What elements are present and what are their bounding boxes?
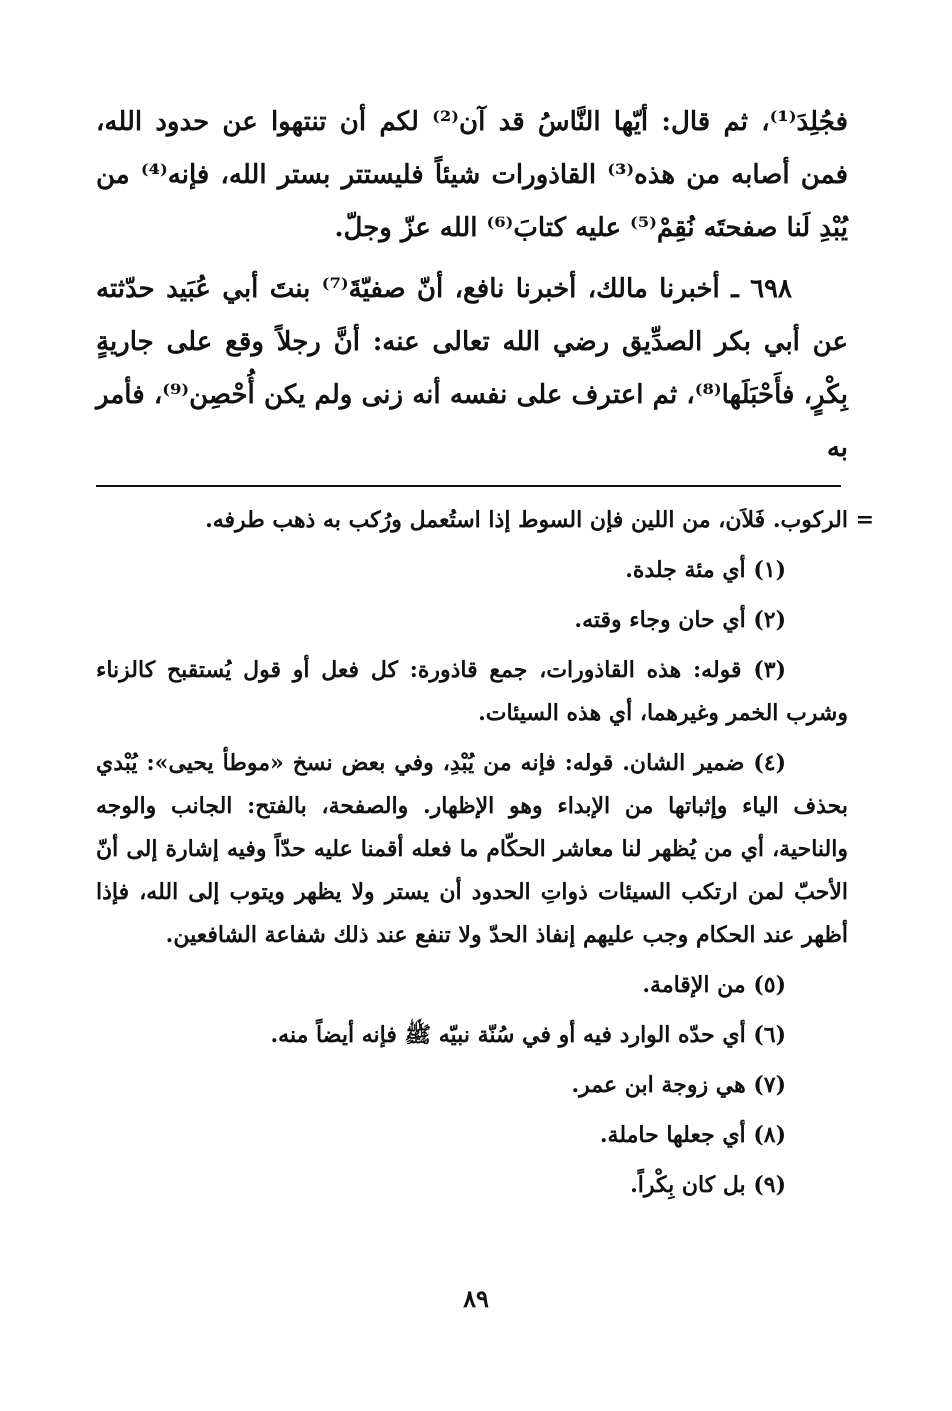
main-paragraph-698: ٦٩٨ ـ أخبرنا مالك، أخبرنا نافع، أنّ صفيّةَ⁽⁷⁾ بنتَ أبي عُبَيد حدّثته عن أبي بكر الصدِّيق رضي الله تعالى عنه: أنَّ رجلاً وقع على جاريةٍ بِكْرٍ، فأَحْبَلَها⁽⁸⁾، ثم اعترف على نفسه أنه زنى ولم يكن أُحْصِن⁽⁹⁾، فأمر به (96, 274, 848, 463)
footnote-continuation (96, 499, 874, 542)
footnote-continuation-text: الركوب. فَلاَن، من اللين فإن السوط إذا استُعمل ورُكب به ذهب طرفه. (205, 507, 848, 533)
footnote-2: (٢) أي حان وجاء وقته. (574, 607, 786, 633)
continuation-marker: = (855, 507, 874, 533)
main-paragraph-1: فجُلِدَ⁽¹⁾، ثم قال: أيّها النَّاسُ قد آن⁽²⁾ لكم أن تنتهوا عن حدود الله، فمن أصابه من هذه⁽³⁾ القاذورات شيئاً فليستتر بستر الله، فإنه⁽⁴⁾ من يُبْدِ لَنا صفحتَه نُقِمْ⁽⁵⁾ عليه كتابَ⁽⁶⁾ الله عزّ وجلّ. (96, 107, 849, 243)
footnote-5: (٥) من الإقامة. (642, 972, 786, 998)
page-number: ٨٩ (463, 1284, 489, 1313)
page-content (96, 96, 874, 1214)
footnote-4: (٤) ضمير الشان. قوله: فإنه من يُبْدِ، وفي بعض نسخ «موطأ يحيى»: يُبْدي بحذف الياء وإثباتها من الإبداء وهو الإظهار. والصفحة، بالفتح: الجانب والوجه والناحية، أي من يُظهر لنا معاشر الحكّام ما فعله أقمنا عليه حدّاً وفيه إشارة إلى أنّ الأحبّ لمن ارتكب السيئات ذواتِ الحدود أن يستر ولا يظهر ويتوب إلى الله، فإذا أظهر عند الحكام وجب عليهم إنفاذ الحدّ ولا تنفع عند ذلك شفاعة الشافعين. (96, 750, 848, 948)
footnote-8: (٨) أي جعلها حاملة. (599, 1122, 786, 1148)
footnote-1: (١) أي مئة جلدة. (625, 557, 786, 583)
footnote-6: (٦) أي حدّه الوارد فيه أو في سُنّة نبيّه ﷺ فإنه أيضاً منه. (270, 1022, 786, 1048)
footnote-7: (٧) هي زوجة ابن عمر. (571, 1072, 786, 1098)
footnote-separator (96, 485, 841, 487)
footnotes (96, 499, 874, 1207)
footnote-3: (٣) قوله: هذه القاذورات، جمع قاذورة: كل فعل أو قول يُستقبح كالزناء وشرب الخمر وغيرهما، أي هذه السيئات. (96, 657, 848, 726)
footnote-9: (٩) بل كان بِكْراً. (630, 1172, 786, 1198)
main-text (96, 96, 848, 475)
